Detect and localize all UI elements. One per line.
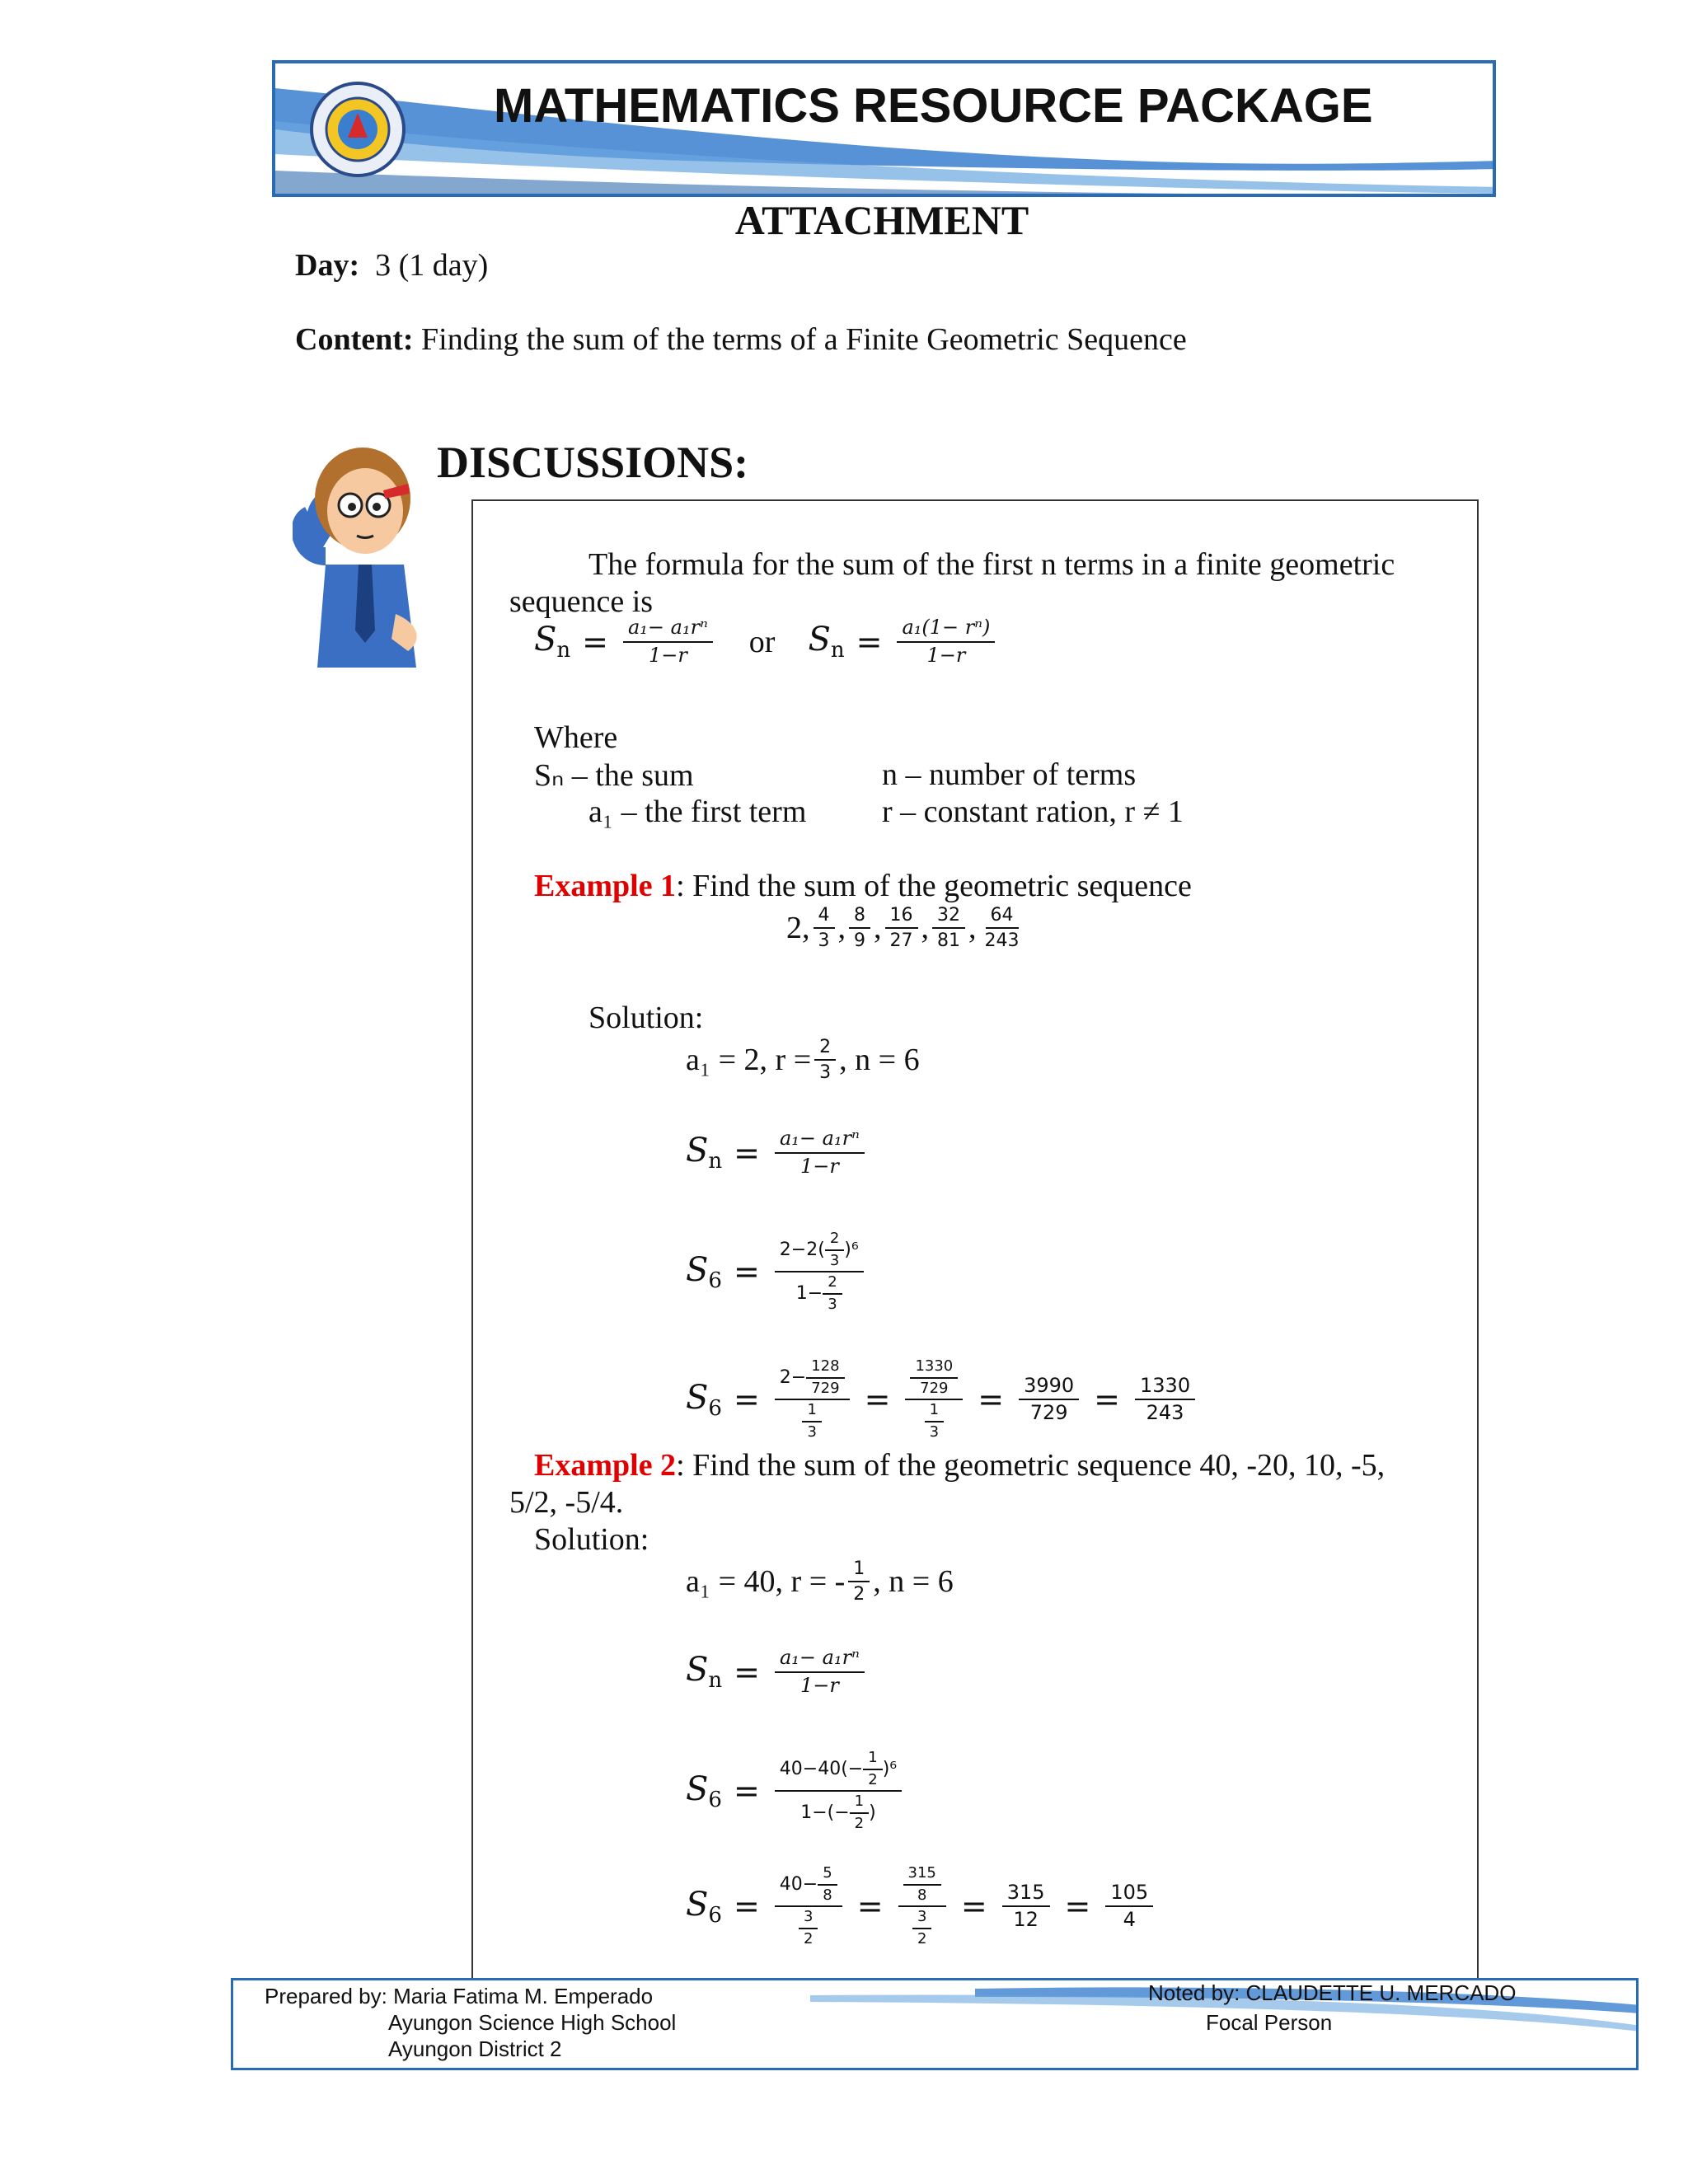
example1-step2: $S_6$ = 2−2( $\frac{2}{3}$ )⁶ 1− $\frac{2}{3}$ bbox=[686, 1230, 867, 1314]
example2-text: : Find the sum of the geometric sequence 40, -20, 10, -5, bbox=[676, 1448, 1386, 1483]
footer-district: Ayungon District 2 bbox=[388, 2036, 562, 2061]
example1-label: Example 1 bbox=[534, 869, 677, 903]
formula-lhs: $S_n$ bbox=[534, 621, 571, 663]
discussions-heading: DISCUSSIONS: bbox=[437, 438, 749, 487]
example2-step1: $S_n$ = $\frac{\text{a₁− a₁rⁿ}}{1-r}$ bbox=[686, 1647, 868, 1697]
formula-1: $\frac{\text{a₁− a₁rⁿ}}{1-r}$ bbox=[623, 616, 713, 667]
example2-line bbox=[534, 1447, 1385, 1483]
day-label: Day: bbox=[295, 248, 360, 283]
footer-school: Ayungon Science High School bbox=[388, 2010, 677, 2035]
where-n: n – number of terms bbox=[882, 757, 1137, 792]
discussion-box bbox=[471, 499, 1479, 2001]
content-label: Content: bbox=[295, 322, 414, 357]
example2-given: a₁ = 40, r = - $\frac{1}{2}$ , n = 6 bbox=[686, 1558, 954, 1605]
example1-solution-label: Solution: bbox=[588, 1001, 704, 1035]
footer-position: Focal Person bbox=[1206, 2010, 1333, 2035]
where-sn: Sₙ – the sum bbox=[534, 758, 694, 793]
footer-banner bbox=[231, 1978, 1639, 2070]
header-banner bbox=[272, 60, 1496, 197]
where-r: r – constant ration, r ≠ 1 bbox=[882, 794, 1184, 829]
content-value: Finding the sum of the terms of a Finite Geometric Sequence bbox=[421, 322, 1187, 357]
day-value: 3 (1 day) bbox=[375, 248, 489, 283]
footer-prepared: Prepared by: Maria Fatima M. Emperado bbox=[265, 1984, 654, 2008]
example1-sequence: 2, $\frac{4}{3}$ , $\frac{8}{9}$ , $\frac{16}{27}$ , $\frac{32}{81}$ , $\frac{64}{243}$ bbox=[786, 905, 1020, 952]
intro-line-1: The formula for the sum of the first n terms in a finite geometric bbox=[588, 547, 1395, 582]
general-formula: $S_n$ = $\frac{\text{a₁− a₁rⁿ}}{1-r}$ or $S_n$ = $\frac{\text{a₁(1− rⁿ)}}{1-r}$ bbox=[534, 616, 998, 667]
footer-noted: Noted by: CLAUDETTE U. MERCADO bbox=[1148, 1980, 1517, 2005]
example1-text: : Find the sum of the geometric sequence bbox=[676, 869, 1192, 903]
example2-solution-label: Solution: bbox=[534, 1522, 649, 1557]
example2-label: Example 2 bbox=[534, 1448, 677, 1483]
example2-line-2: 5/2, -5/4. bbox=[509, 1485, 624, 1520]
content-line bbox=[295, 321, 1187, 358]
example1-step3: $S_6$ = 2− $\frac{128}{729}$ $\frac{1}{3}$ = $\frac{\frac{1330}{729}}{\frac{1}{3}}$ = $\frac{3990}{729}$ = $\frac{1330}{243}$ bbox=[686, 1358, 1198, 1441]
where-a1: a₁ – the first term bbox=[588, 794, 807, 829]
example1-given: a₁ = 2, r = $\frac{2}{3}$ , n = 6 bbox=[686, 1037, 920, 1084]
thinking-boy-illustration bbox=[293, 433, 437, 676]
day-line bbox=[295, 247, 488, 284]
where-title: Where bbox=[534, 720, 618, 755]
banner-title: MATHEMATICS RESOURCE PACKAGE bbox=[494, 79, 1373, 133]
formula-or: or bbox=[748, 624, 776, 659]
example2-step3: $S_6$ = 40− $\frac{5}{8}$ $\frac{3}{2}$ = $\frac{\frac{315}{8}}{\frac{3}{2}}$ = $\frac{315}{12}$ = $\frac{105}{4}$ bbox=[686, 1865, 1156, 1948]
formula-2: $\frac{\text{a₁(1− rⁿ)}}{1-r}$ bbox=[897, 616, 995, 667]
example1-step1: $S_n$ = $\frac{\text{a₁− a₁rⁿ}}{1-r}$ bbox=[686, 1127, 868, 1178]
example2-step2: $S_6$ = 40−40(− $\frac{1}{2}$ )⁶ 1−(− $\frac{1}{2}$ ) bbox=[686, 1750, 905, 1833]
intro-line-2: sequence is bbox=[509, 584, 654, 619]
attachment-title: ATTACHMENT bbox=[734, 197, 1029, 243]
example1-line bbox=[534, 868, 1192, 904]
deped-seal-icon bbox=[308, 80, 407, 183]
